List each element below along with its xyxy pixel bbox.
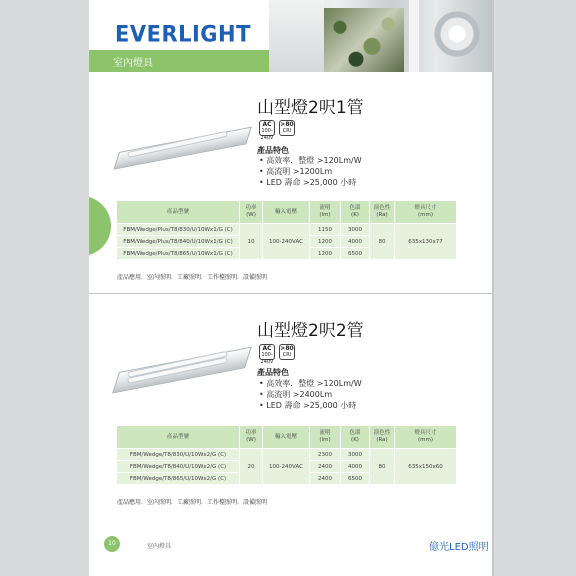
col-header: 輸入電壓 [263, 426, 310, 449]
feature-item: • 高流明 >1200Lm [259, 167, 333, 176]
model-cell: FBM/Wedge/Plus/T8/840/U/10Wx1/G (C) [117, 236, 240, 248]
table-row [117, 449, 457, 461]
lumen-cell: 1150 [310, 224, 341, 236]
ra-cell: 80 [370, 224, 395, 260]
col-header: 功率 (W) [240, 201, 263, 224]
power-cell: 10 [240, 224, 263, 260]
side-decoration [89, 196, 111, 256]
col-header: 產品型號 [117, 201, 240, 224]
footer-brand: 億光LED照明 [429, 542, 489, 553]
product-title: 山型燈2呎2管 [257, 321, 364, 341]
fixture-image [119, 366, 241, 418]
col-header: 流明 (lm) [310, 201, 341, 224]
page-edge-shadow [492, 0, 494, 576]
ra-cell: 80 [370, 449, 395, 485]
col-header: 輸入電壓 [263, 201, 310, 224]
col-header: 功率 (W) [240, 426, 263, 449]
cct-cell: 4000 [341, 236, 370, 248]
model-cell: FBM/Wedge/Plus/T8/830/U/10Wx1/G (C) [117, 224, 240, 236]
model-cell: FBM/Wedge/T8/830/U/10Wx2/G (C) [117, 449, 240, 461]
spec-table [117, 426, 457, 484]
col-header: 色溫 (K) [341, 201, 370, 224]
feature-item: • 高流明 >2400Lm [259, 390, 333, 399]
features-title: 產品特色 [257, 146, 289, 155]
size-cell: 635x130x77 [395, 224, 457, 260]
cct-cell: 4000 [341, 461, 370, 473]
col-header: 色溫 (K) [341, 426, 370, 449]
feature-item: • 高效率．整燈 >120Lm/W [259, 379, 362, 388]
col-header: 流明 (lm) [310, 426, 341, 449]
applications-text: 產品應用．室內照明．工廠照明．工作檯照明．設備照明 [117, 499, 268, 506]
cct-cell: 3000 [341, 224, 370, 236]
col-header: 演色性 (Ra) [370, 426, 395, 449]
cri-icon: >80 CRI [280, 121, 294, 134]
lumen-cell: 2400 [310, 461, 341, 473]
lumen-cell: 1200 [310, 248, 341, 260]
col-header: 產品型號 [117, 426, 240, 449]
page-number: 10 [104, 536, 120, 552]
header-photo [269, 0, 492, 72]
table-row [117, 224, 457, 236]
col-header: 燈具尺寸 (mm) [395, 201, 457, 224]
ac-voltage-icon: AC 100-240V [260, 345, 274, 365]
lumen-cell: 2300 [310, 449, 341, 461]
model-cell: FBM/Wedge/Plus/T8/865/U/10Wx1/G (C) [117, 248, 240, 260]
catalog-page [89, 0, 492, 576]
feature-item: • LED 壽命 >25,000 小時 [259, 178, 357, 187]
cct-cell: 3000 [341, 449, 370, 461]
spec-table [117, 201, 457, 259]
section-label: 室內燈具 [113, 58, 153, 69]
voltage-cell: 100-240VAC [263, 449, 310, 485]
brand-logo: EVERLIGHT [115, 21, 251, 47]
product-title: 山型燈2呎1管 [257, 98, 364, 118]
ac-voltage-icon: AC 100-240V [260, 121, 274, 141]
model-cell: FBM/Wedge/T8/840/U/10Wx2/G (C) [117, 461, 240, 473]
fixture-image [119, 146, 241, 198]
model-cell: FBM/Wedge/T8/865/U/10Wx2/G (C) [117, 473, 240, 485]
cri-icon: >80 CRI [280, 345, 294, 358]
cct-cell: 6500 [341, 248, 370, 260]
power-cell: 20 [240, 449, 263, 485]
feature-item: • LED 壽命 >25,000 小時 [259, 401, 357, 410]
size-cell: 635x150x60 [395, 449, 457, 485]
section-divider [89, 293, 492, 294]
feature-item: • 高效率．整燈 >120Lm/W [259, 156, 362, 165]
features-title: 產品特色 [257, 368, 289, 377]
footer-section-label: 室內燈具 [147, 543, 172, 550]
section-bar [89, 50, 269, 72]
cct-cell: 6500 [341, 473, 370, 485]
col-header: 燈具尺寸 (mm) [395, 426, 457, 449]
col-header: 演色性 (Ra) [370, 201, 395, 224]
lumen-cell: 1200 [310, 236, 341, 248]
voltage-cell: 100-240VAC [263, 224, 310, 260]
lumen-cell: 2400 [310, 473, 341, 485]
applications-text: 產品應用．室內照明．工廠照明．工作檯照明．設備照明 [117, 274, 268, 281]
